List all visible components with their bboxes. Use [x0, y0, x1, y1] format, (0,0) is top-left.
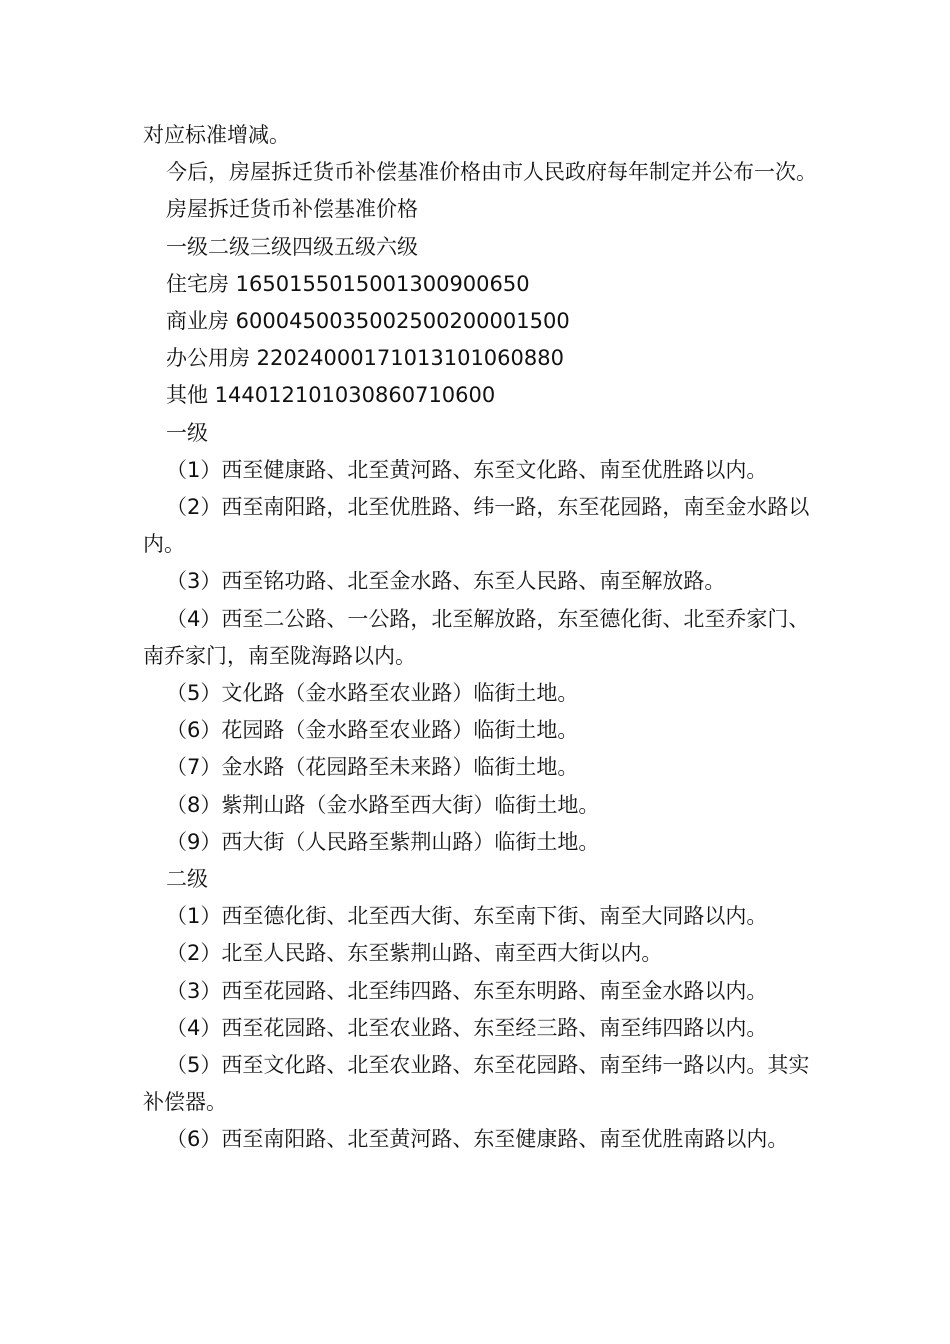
table-row-office: 办公用房 22024000171013101060880: [166, 346, 564, 371]
list-item: （4）西至二公路、一公路，北至解放路，东至德化街、北至乔家门、南乔家门，南至陇海路以内。: [143, 606, 810, 668]
list-item: （3）西至铭功路、北至金水路、东至人民路、南至解放路。: [166, 569, 726, 594]
table-row-residential: 住宅房 1650155015001300900650: [166, 271, 530, 296]
table-title: 房屋拆迁货币补偿基准价格: [166, 197, 418, 222]
list-item: （6）花园路（金水路至农业路）临街土地。: [166, 718, 579, 743]
table-header-row: 一级二级三级四级五级六级: [166, 234, 418, 259]
list-item: （1）西至健康路、北至黄河路、东至文化路、南至优胜路以内。: [166, 457, 768, 482]
paragraph: 今后，房屋拆迁货币补偿基准价格由市人民政府每年制定并公布一次。: [166, 160, 817, 185]
list-item: （4）西至花园路、北至农业路、东至经三路、南至纬四路以内。: [166, 1015, 768, 1040]
list-item: （9）西大街（人民路至紫荆山路）临街土地。: [166, 829, 600, 854]
document-body: [143, 117, 823, 1159]
list-item: （2）北至人民路、东至紫荆山路、南至西大街以内。: [166, 941, 663, 966]
paragraph: 对应标准增减。: [143, 123, 290, 147]
list-item: （1）西至德化街、北至西大街、东至南下街、南至大同路以内。: [166, 904, 768, 929]
list-item: （7）金水路（花园路至未来路）临街土地。: [166, 755, 579, 780]
table-row-other: 其他 14401210103086071060​0: [166, 383, 496, 408]
list-item: （5）文化路（金水路至农业路）临街土地。: [166, 681, 579, 706]
list-item: （3）西至花园路、北至纬四路、东至东明路、南至金水路以内。: [166, 978, 768, 1003]
section-heading-level-1: 一级: [166, 420, 208, 445]
list-item: （8）紫荆山路（金水路至西大街）临街土地。: [166, 792, 600, 817]
list-item: （6）西至南阳路、北至黄河路、东至健康路、南至优胜南路以内。: [166, 1127, 789, 1152]
section-heading-level-2: 二级: [166, 867, 208, 892]
table-row-commercial: 商业房 6000450035002500200001500: [166, 309, 570, 334]
list-item: （2）西至南阳路，北至优胜路、纬一路，东至花园路，南至金水路以内。: [143, 495, 810, 557]
list-item: （5）西至文化路、北至农业路、东至花园路、南至纬一路以内。其实补偿器。: [143, 1053, 810, 1115]
